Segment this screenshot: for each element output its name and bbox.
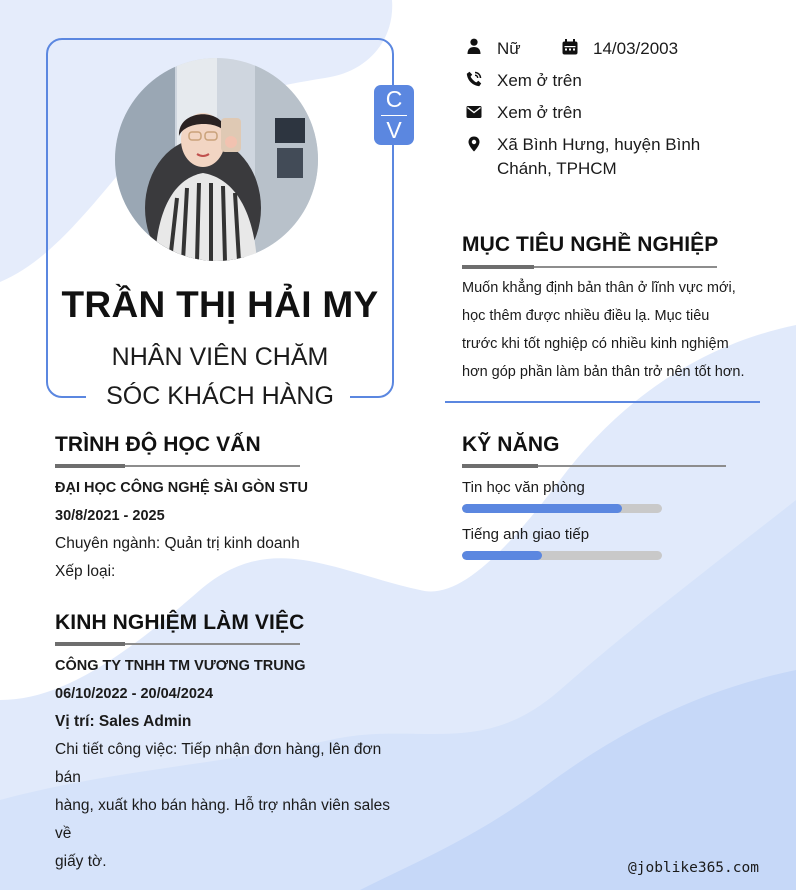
education-rule [55,465,300,467]
skill-bar-english [462,551,662,560]
objective-rule [462,266,717,268]
experience-rule [55,643,300,645]
education-rank: Xếp loại: [55,563,116,580]
mail-icon [466,104,482,120]
candidate-name: TRẦN THỊ HẢI MY [61,284,379,325]
role-line-2: SÓC KHÁCH HÀNG [106,382,334,410]
watermark: @joblike365.com [628,860,759,876]
skill-bar-office [462,504,662,513]
experience-position: Vị trí: Sales Admin [55,713,192,730]
cv-badge [374,85,414,145]
section-divider [445,401,760,403]
experience-period: 06/10/2022 - 20/04/2024 [55,686,214,702]
address-text [497,133,700,181]
gender-text: Nữ [497,39,521,58]
phone-icon [466,71,482,87]
skill-fill-office [462,504,622,513]
user-icon [466,38,482,54]
education-title: TRÌNH ĐỘ HỌC VẤN [55,433,261,456]
candidate-role [46,338,394,416]
objective-title: MỤC TIÊU NGHỀ NGHIỆP [462,233,719,256]
objective-line-1: Muốn khẳng định bản thân ở lĩnh vực mới, [462,280,736,296]
experience-detail-line-1: Chi tiết công việc: Tiếp nhận đơn hàng, lên đơn bán [55,741,382,786]
experience-company: CÔNG TY TNHH TM VƯƠNG TRUNG [55,658,306,674]
skills-rule [462,465,726,467]
location-pin-icon [466,136,482,152]
experience-detail [55,736,405,876]
avatar [115,58,318,261]
skill-label-english: Tiếng anh giao tiếp [462,526,590,543]
experience-title: KINH NGHIỆM LÀM VIỆC [55,611,305,634]
skill-fill-english [462,551,542,560]
cv-badge-divider [381,115,407,116]
objective-line-4: hơn góp phần làm bản thân trở nên tốt hơn. [462,364,745,380]
address-line-1: Xã Bình Hưng, huyện Bình [497,135,701,154]
objective-line-3: trước khi tốt nghiệp có nhiều kinh nghiệm [462,336,729,352]
experience-detail-line-3: giấy tờ. [55,853,107,870]
education-school: ĐẠI HỌC CÔNG NGHỆ SÀI GÒN STU [55,480,308,496]
experience-detail-line-2: hàng, xuất kho bán hàng. Hỗ trợ nhân viên sales về [55,797,391,842]
calendar-icon [562,39,578,55]
education-major: Chuyên ngành: Quản trị kinh doanh [55,535,300,552]
email-text: Xem ở trên [497,103,582,122]
education-period: 30/8/2021 - 2025 [55,508,165,524]
avatar-photo [115,58,318,261]
role-line-1: NHÂN VIÊN CHĂM [111,343,329,371]
objective-text [462,274,750,386]
birthdate-text: 14/03/2003 [593,39,679,58]
skills-title: KỸ NĂNG [462,433,560,456]
objective-line-2: học thêm được nhiều điều lạ. Mục tiêu [462,308,710,324]
skill-label-office: Tin học văn phòng [462,479,585,496]
phone-text: Xem ở trên [497,71,582,90]
address-line-2: Chánh, TPHCM [497,159,617,178]
cv-badge-top: C [385,86,403,112]
cv-badge-bottom: V [386,117,402,143]
